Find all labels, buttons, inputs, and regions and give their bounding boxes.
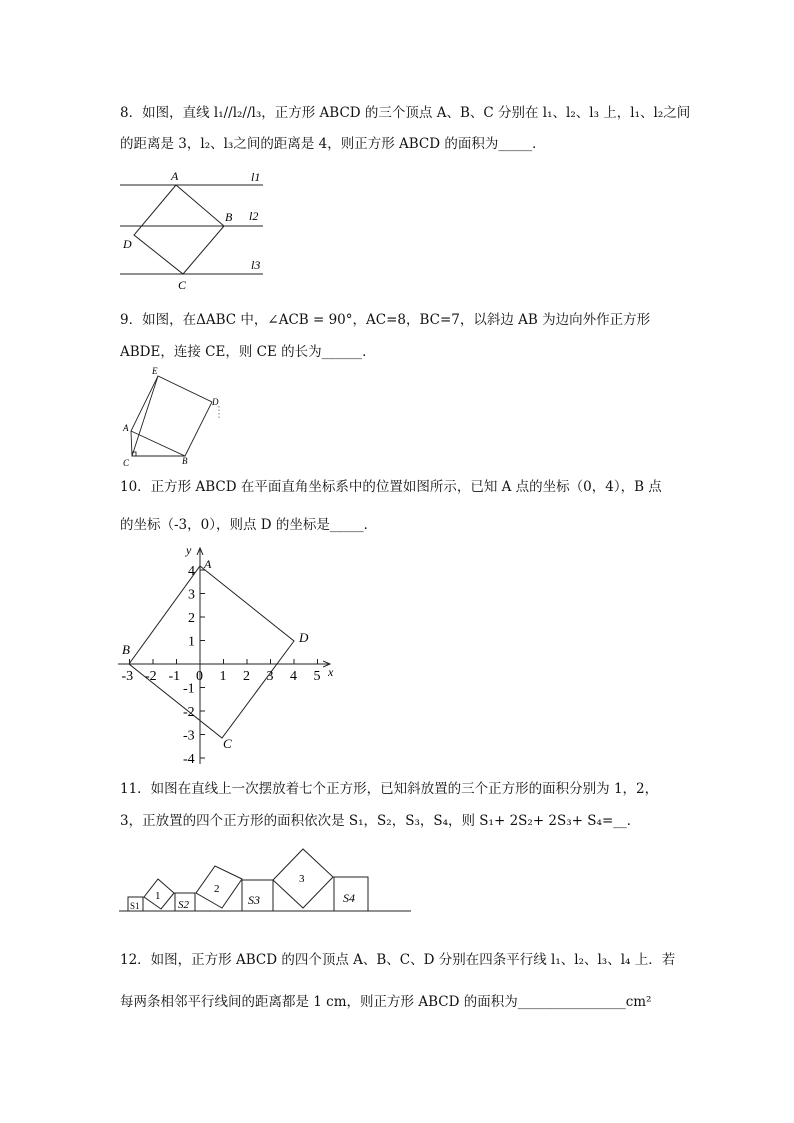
q10-y-tick-label: -4 — [183, 752, 195, 767]
q10-x-tick-label: -1 — [168, 669, 181, 684]
q10-x-tick-label: -3 — [121, 669, 134, 684]
q10-label-c: C — [223, 736, 232, 751]
q10-y-tick-label: 3 — [188, 587, 195, 603]
q10-x-tick-label: 3 — [266, 669, 274, 684]
q8-label-d: D — [123, 237, 132, 251]
q11-label-s1: S1 — [130, 901, 140, 911]
q9-square-abde — [131, 376, 212, 456]
q8-label-b: B — [225, 210, 233, 224]
q11-label-1: 1 — [155, 890, 161, 902]
q8-text-line2: 的距离是 3，l₂、l₃之间的距离是 4，则正方形 ABCD 的面积为_____． — [120, 136, 546, 152]
q8-label-a: A — [171, 169, 179, 183]
q12-text-line2: 每两条相邻平行线间的距离都是 1 cm，则正方形 ABCD 的面积为________________cm² — [120, 994, 652, 1010]
q10-y-tick-label: -2 — [183, 705, 195, 720]
q9-text-line1: 9．如图，在ΔABC 中，∠ACB = 90°，AC=8，BC=7，以斜边 AB 为边向外作正方形 — [120, 312, 651, 328]
q8-label-l3: l3 — [251, 258, 261, 272]
q10-y-tick-label: -3 — [183, 728, 195, 744]
q8-label-l1: l1 — [251, 170, 261, 184]
q8-text-line1: 8．如图，直线 l₁//l₂//l₃，正方形 ABCD 的三个顶点 A、B、C 分别在 l₁、l₂、l₃ 上，l₁、l₂之间 — [120, 105, 691, 121]
q8-label-l2: l2 — [249, 209, 259, 223]
q11-label-s2: S2 — [178, 899, 189, 911]
q10-x-tick-label: 5 — [313, 669, 321, 684]
q10-text-line1: 10．正方形 ABCD 在平面直角坐标系中的位置如图所示，已知 A 点的坐标（0，4），B 点 — [120, 479, 662, 495]
q8-square-abcd — [134, 185, 224, 274]
q8-figure — [115, 166, 275, 296]
q10-text-line2: 的坐标（-3，0），则点 D 的坐标是_____． — [120, 517, 378, 533]
q10-label-d: D — [299, 630, 309, 645]
q10-label-a: A — [204, 557, 212, 571]
q10-y-tick-label: 2 — [188, 611, 195, 626]
q11-text-line2: 3，正放置的四个正方形的面积依次是 S₁，S₂，S₃，S₄，则 S₁+ 2S₂+ 2S₃+ S₄=__． — [120, 813, 641, 829]
q10-x-tick-label: 4 — [290, 669, 297, 684]
q10-x-tick-label: 2 — [243, 669, 250, 684]
q10-y-tick-label: -1 — [183, 681, 195, 697]
q10-y-tick-label: 1 — [188, 634, 195, 650]
q11-label-2: 2 — [214, 883, 220, 895]
q10-square-abcd — [129, 566, 294, 738]
q11-label-s3: S3 — [248, 893, 260, 907]
q10-x-tick-label: -2 — [145, 669, 157, 684]
q9-label-a: A — [123, 423, 129, 433]
q10-label-y: y — [186, 543, 192, 557]
q9-figure — [118, 364, 228, 470]
q12-text-line1: 12．如图，正方形 ABCD 的四个顶点 A、B、C、D 分别在四条平行线 l₁、l₂、l₃、l₄ 上．若 — [120, 952, 676, 968]
q10-y-tick-label: 4 — [188, 564, 195, 579]
q9-label-c: C — [123, 458, 130, 468]
q9-label-e: E — [152, 366, 158, 376]
q11-label-s4: S4 — [343, 891, 355, 905]
q8-label-c: C — [178, 278, 187, 292]
q9-label-d: D — [212, 397, 219, 407]
q9-text-line2: ABDE，连接 CE，则 CE 的长为______． — [120, 344, 376, 360]
q10-label-b: B — [122, 642, 130, 657]
q11-label-3: 3 — [299, 873, 305, 885]
q9-label-b: B — [182, 456, 188, 466]
q10-x-tick-label: 1 — [219, 669, 227, 684]
q10-figure — [112, 542, 342, 770]
q11-text-line1: 11．如图在直线上一次摆放着七个正方形，已知斜放置的三个正方形的面积分别为 1，2， — [120, 781, 659, 797]
q10-label-x: x — [328, 665, 334, 679]
q11-figure — [115, 842, 415, 918]
q10-x-tick-label: 0 — [196, 669, 203, 684]
q9-segment-ce — [132, 376, 158, 456]
